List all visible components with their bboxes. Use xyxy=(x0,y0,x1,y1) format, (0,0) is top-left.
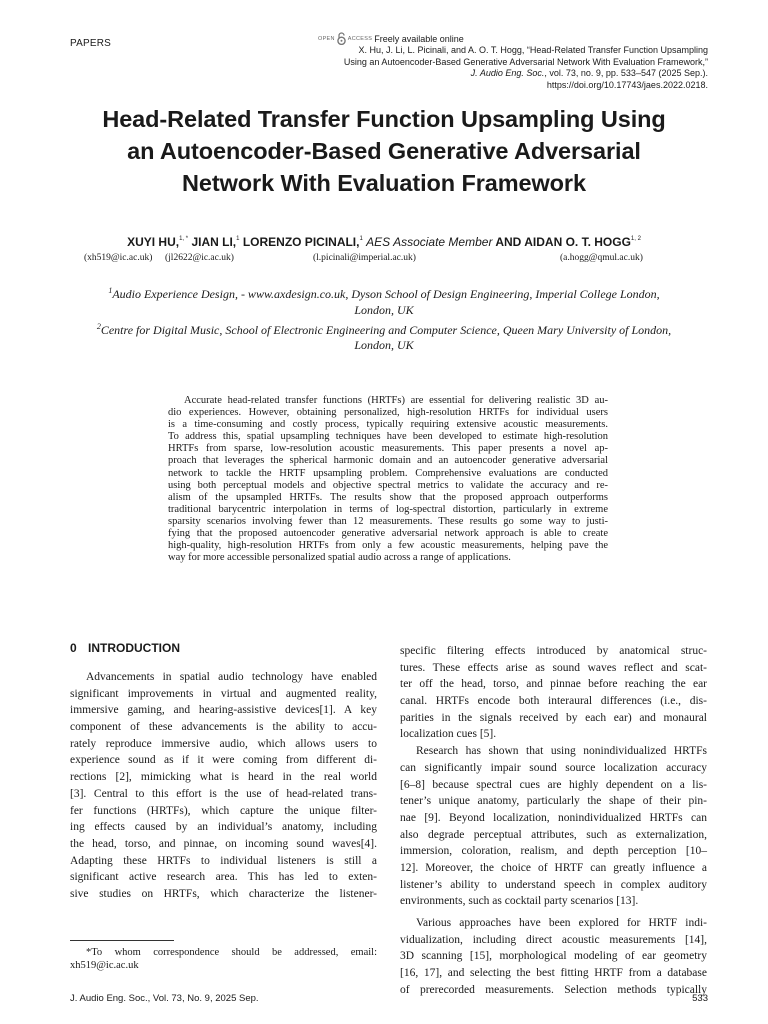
section-heading xyxy=(70,641,180,655)
abstract-line: fying that the proposed autoencoder generative adversarial network approach is able to create xyxy=(168,528,608,540)
body-line: the head, torso, and pinnae, on incoming sound waves[4]. xyxy=(70,837,377,850)
body-line: Research has shown that using nonindividualized HRTFs xyxy=(416,745,707,758)
author-list xyxy=(40,235,728,249)
body-line: vidualization, including direct acoustic measurements [14], xyxy=(400,933,707,946)
body-line: parities in the signals received by each ear) and monaural xyxy=(400,711,707,724)
body-line: fer functions (HRTFs), which capture the unique filter- xyxy=(70,804,377,817)
body-line: Various approaches have been explored for HRTF indi- xyxy=(416,917,707,929)
citation-line: Using an Autoencoder-Based Generative Adversarial Network With Evaluation Framework,” xyxy=(343,56,708,67)
body-line: specific filtering effects introduced by anatomical struc- xyxy=(400,645,707,657)
body-line: sive studies on HRTFs, which characterize the listener- xyxy=(70,887,377,900)
author-name: LORENZO PICINALI, xyxy=(242,235,360,249)
abstract-line: high-quality, high-resolution HRTFs from only a few acoustic measurements, helping pave the xyxy=(168,540,608,552)
footnote-email[interactable]: xh519@ic.ac.uk xyxy=(70,960,139,971)
body-line: environments, such as cocktail party scenarios [13]. xyxy=(400,895,639,908)
author-conjunction: AND xyxy=(495,235,522,249)
page-number: 533 xyxy=(692,993,708,1004)
footnote-divider xyxy=(70,940,174,941)
author-affiliation-mark: 1, 2 xyxy=(630,236,641,242)
freely-available-text: Freely available online xyxy=(374,33,464,44)
body-line: experience sound as if it were coming from different di- xyxy=(70,754,377,767)
author-affiliation-mark: 1 xyxy=(236,236,240,242)
abstract-line: dio experiences. However, obtaining personalized, high-resolution HRTFs for individual users xyxy=(168,407,608,419)
abstract-line: using both perceptual models and objective spectral metrics to validate the accuracy and re- xyxy=(168,479,608,491)
affiliation-line xyxy=(60,319,708,339)
abstract xyxy=(168,395,608,564)
abstract-line: traditional barycentric interpolation in terms of log-spectral distortion, particularly in extreme xyxy=(168,503,608,515)
abstract-line: Accurate head-related transfer functions (HRTFs) are essential for delivering realistic 3D au- xyxy=(184,395,608,406)
affiliation-text: Centre for Digital Music, School of Electronic Engineering and Computer Science, Queen Mary University of London, xyxy=(100,322,672,337)
body-line: tures. These effects arise as sound waves reflect and scat- xyxy=(400,661,707,674)
body-line: ing effects caused by an individual’s anatomy, including xyxy=(70,821,377,834)
body-line: nae [9]. Beyond localization, nonindividualized HRTFs can xyxy=(400,811,707,824)
author-name: JIAN LI, xyxy=(191,235,237,249)
abstract-line: network to tackle the HRTF upsampling problem. Comprehensive evaluations are conducted xyxy=(168,467,608,479)
body-line: significant active research area. This has led to exten- xyxy=(70,871,377,884)
body-line: canal. HRTFs encode both interaural differences (i.e., dis- xyxy=(400,695,707,708)
paper-title xyxy=(40,103,728,199)
title-line: Network With Evaluation Framework xyxy=(182,170,586,196)
abstract-line: way for more accessible personalized spatial audio across a range of applications. xyxy=(168,552,511,564)
author-membership: AES Associate Member xyxy=(366,235,493,249)
footnote xyxy=(70,946,377,972)
body-line: tener’s unique anatomy, particularly the shape of their pin- xyxy=(400,795,707,808)
author-affiliation-mark: 1 xyxy=(359,236,363,242)
body-line: component of these advancements is the ability to accu- xyxy=(70,721,377,734)
body-line: also degrade perceptual attributes, such as externalization, xyxy=(400,828,707,841)
access-label: ACCESS xyxy=(347,35,373,42)
body-line: Advancements in spatial audio technology have enabled xyxy=(86,671,377,683)
author-email[interactable]: (xh519@ic.ac.uk) xyxy=(84,253,153,263)
left-column xyxy=(70,669,377,903)
citation-line: X. Hu, J. Li, L. Picinali, and A. O. T. Hogg, “Head-Related Transfer Function Upsampling xyxy=(358,45,708,55)
body-line: ter off the head, torso, and pinnae before reaching the ear xyxy=(400,678,707,691)
body-line: Adapting these HRTFs to individual listeners is still a xyxy=(70,854,377,867)
author-name: XUYI HU, xyxy=(127,235,180,249)
abstract-line: sparsity scenarios involving fewer than 12 measurements. These results go some way to justi- xyxy=(168,515,608,527)
author-affiliation-mark: 1, * xyxy=(179,236,189,242)
abstract-line: alism of the upsampled HRTFs. The results show that the proposed approach outperforms xyxy=(168,491,608,503)
affiliation-text: Audio Experience Design, - www.axdesign.co.uk, Dyson School of Design Engineering, Imperial College London, xyxy=(112,287,660,301)
open-access-badge xyxy=(318,32,464,45)
author-name: AIDAN O. T. HOGG xyxy=(524,235,631,249)
body-line: listener’s ability to understand speech in complex auditory xyxy=(400,878,707,891)
body-line: immersion, coloration, realism, and depth perception [10– xyxy=(400,845,707,858)
body-line: of prerecorded measurements. Selection methods typically xyxy=(400,983,707,996)
body-line: 3D scanning [15], morphological modeling of ear geometry xyxy=(400,950,707,963)
section-label: PAPERS xyxy=(70,38,112,49)
journal-footer: J. Audio Eng. Soc., Vol. 73, No. 9, 2025 Sep. xyxy=(70,993,259,1004)
citation-block xyxy=(288,45,708,91)
open-label: OPEN xyxy=(318,35,335,42)
abstract-line: is a time-consuming and costly process, typically requiring extensive acoustic measurements. xyxy=(168,419,608,431)
author-email[interactable]: (jl2622@ic.ac.uk) xyxy=(165,253,234,263)
affiliations xyxy=(60,283,708,354)
open-access-lock-icon xyxy=(336,32,347,45)
body-line: rections [2], mimicking what is heard in the real world xyxy=(70,771,377,784)
abstract-line: proach that leverages the spherical harmonic domain and an autoencoder generative adversarial xyxy=(168,455,608,467)
section-number: 0 xyxy=(70,641,77,655)
body-line: 12]. Moreover, the choice of HRTF can greatly influence a xyxy=(400,861,707,874)
affiliation-city: London, UK xyxy=(354,302,414,317)
abstract-line: To address this, spatial upsampling techniques have been developed to estimate high-resolution xyxy=(168,431,608,443)
affiliation-line xyxy=(60,283,708,303)
title-line: Head-Related Transfer Function Upsampling Using xyxy=(102,106,666,132)
citation-journal: J. Audio Eng. Soc. xyxy=(470,68,545,78)
affiliation-mark: 1 xyxy=(108,286,113,295)
section-title: INTRODUCTION xyxy=(88,641,180,655)
title-line: an Autoencoder-Based Generative Adversarial xyxy=(127,138,641,164)
author-email[interactable]: (a.hogg@qmul.ac.uk) xyxy=(560,253,643,263)
footnote-line: *To whom correspondence should be addressed, email: xyxy=(86,947,377,958)
citation-line xyxy=(288,68,708,80)
affiliation-mark: 2 xyxy=(96,321,101,331)
citation-volume: , vol. 73, no. 9, pp. 533–547 (2025 Sep.). xyxy=(544,68,708,78)
body-line: [6–8] because spectral cues are highly dependent on a lis- xyxy=(400,778,707,791)
body-line: immersive gaming, and hearing-assistive devices[1]. A key xyxy=(70,704,377,717)
body-line: can significantly impair sound source localization accuracy xyxy=(400,761,707,774)
body-line: [16, 17], and selecting the best fitting HRTF from a database xyxy=(400,967,707,980)
body-line: localization cues [5]. xyxy=(400,728,497,741)
body-line: rately reproduce immersive audio, which allows users to xyxy=(70,737,377,750)
abstract-line: HRTFs from sparse, low-resolution acoustic measurements. This paper presents a novel ap- xyxy=(168,443,608,455)
right-column xyxy=(400,643,707,998)
body-line: [3]. Central to this effort is the use of head-related trans- xyxy=(70,787,377,800)
author-email[interactable]: (l.picinali@imperial.ac.uk) xyxy=(313,253,416,263)
body-line: significant improvements in virtual and augmented reality, xyxy=(70,687,377,700)
affiliation-city: London, UK xyxy=(354,338,414,353)
doi-link[interactable]: https://doi.org/10.17743/jaes.2022.0218. xyxy=(546,79,708,90)
